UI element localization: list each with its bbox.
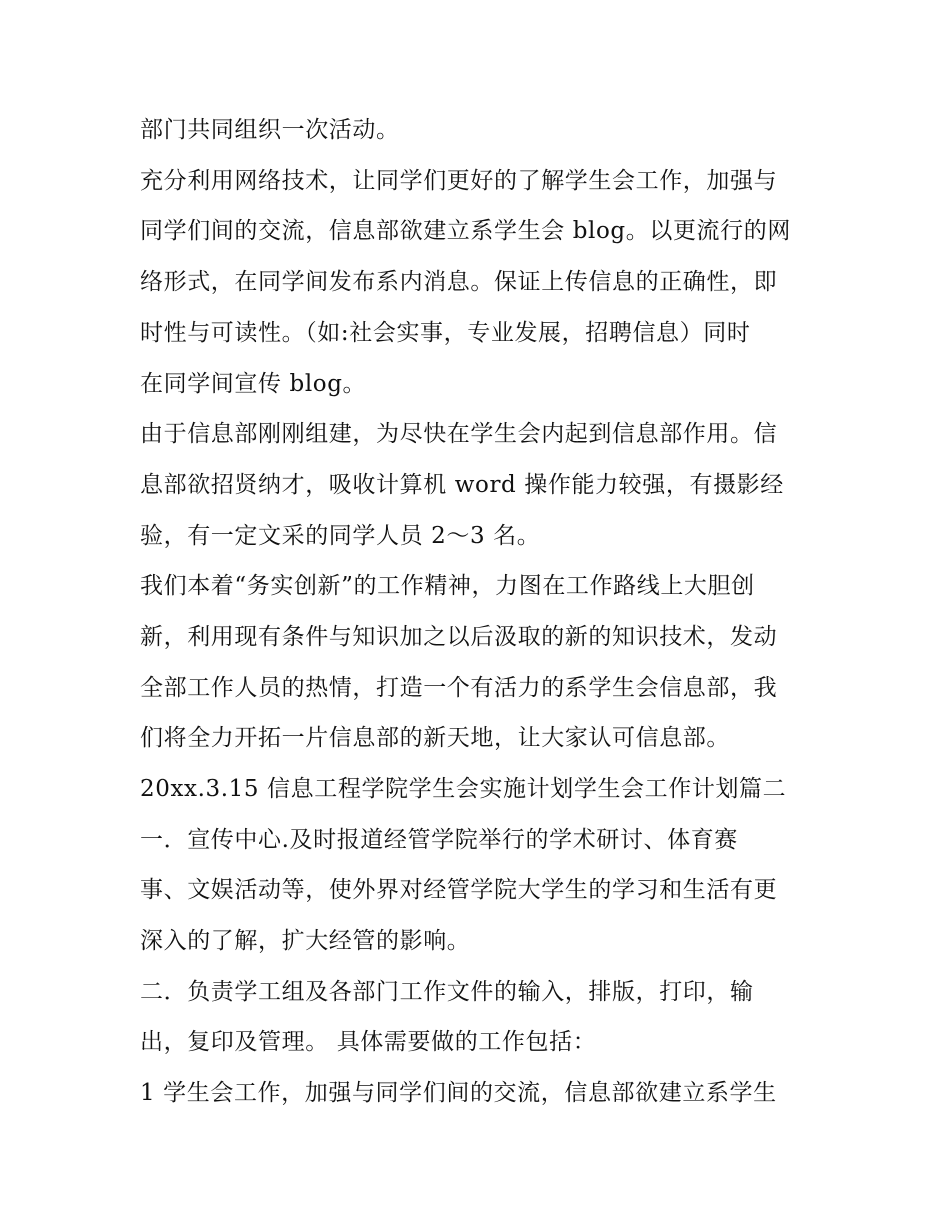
text-line: 20xx.3.15 信息工程学院学生会实施计划学生会工作计划篇二 (140, 776, 787, 802)
text-line: 事、文娱活动等，使外界对经管学院大学生的学习和生活有更 (140, 877, 778, 903)
text-line: 息部欲招贤纳才，吸收计算机 word 操作能力较强，有摄影经 (140, 472, 784, 498)
text-line: 络形式，在同学间发布系内消息。保证上传信息的正确性，即 (140, 269, 778, 295)
text-line: 验，有一定文采的同学人员 2～3 名。 (140, 523, 541, 549)
text-line: 充分利用网络技术，让同学们更好的了解学生会工作，加强与 (140, 168, 778, 194)
text-line: 在同学间宣传 blog。 (140, 371, 367, 397)
text-line: 深入的了解，扩大经管的影响。 (140, 928, 471, 954)
text-line: 我们本着“务实创新”的工作精神，力图在工作路线上大胆创 (140, 573, 755, 599)
text-line: 同学们间的交流，信息部欲建立系学生会 blog。以更流行的网 (140, 218, 791, 244)
text-line: 由于信息部刚刚组建，为尽快在学生会内起到信息部作用。信 (140, 421, 778, 447)
text-line: 二．负责学工组及各部门工作文件的输入，排版，打印，输 (140, 979, 754, 1005)
text-line: 一．宣传中心.及时报道经管学院举行的学术研讨、体育赛 (140, 827, 738, 853)
text-line: 时性与可读性。（如:社会实事，专业发展，招聘信息）同时 (140, 320, 751, 346)
text-line: 们将全力开拓一片信息部的新天地，让大家认可信息部。 (140, 725, 730, 751)
text-line: 出，复印及管理。 具体需要做的工作包括： (140, 1029, 597, 1055)
text-line: 全部工作人员的热情，打造一个有活力的系学生会信息部，我 (140, 675, 778, 701)
text-line: 新，利用现有条件与知识加之以后汲取的新的知识技术，发动 (140, 624, 778, 650)
text-line: 部门共同组织一次活动。 (140, 117, 400, 143)
text-line: 1 学生会工作，加强与同学们间的交流，信息部欲建立系学生 (140, 1080, 777, 1106)
